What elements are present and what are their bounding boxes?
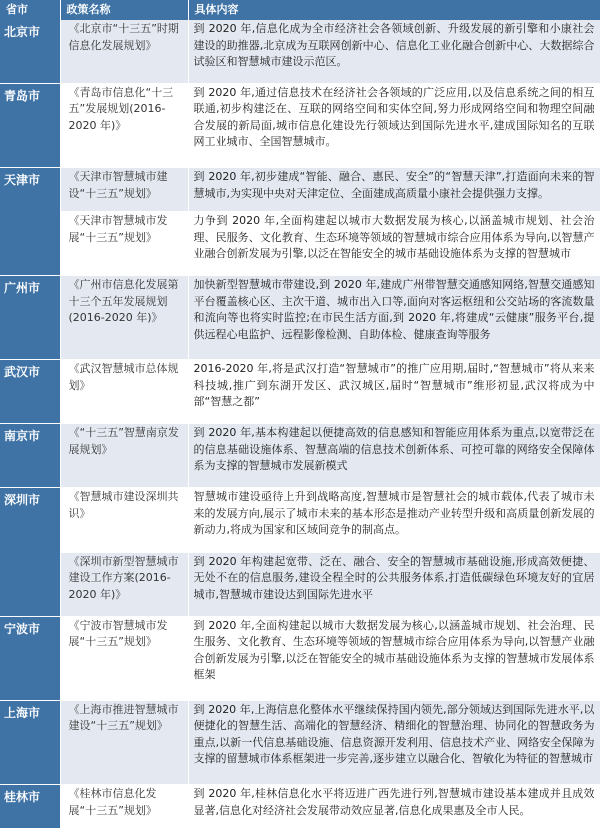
table-body [0, 20, 600, 829]
policy-name-cell: 《天津市智慧城市发展“十三五”规划》 [60, 212, 188, 276]
policy-content-cell: 2016-2020 年,将是武汉打造“智慧城市”的推广应用期,届时,“智慧城市”将从来来科技城,推广到东湖开发区、武汉城区,届时“智慧城市”维形初显,武汉将成为中部“智慧之都” [188, 360, 600, 424]
header-content: 具体内容 [188, 0, 600, 20]
policy-name-cell: 《智慧城市建设深圳共识》 [60, 488, 188, 552]
table-row [0, 276, 600, 360]
table-row [0, 700, 600, 784]
city-cell: 北京市 [0, 20, 60, 83]
policy-content-cell: 到 2020 年,基本构建起以便捷高效的信息感知和智能应用体系为重点,以宽带泛在的信息基础设施体系、智慧高端的信息技术创新体系、可控可靠的网络安全保障体系为支撑的智慧城市发展新模式 [188, 424, 600, 488]
city-cell: 天津市 [0, 168, 60, 276]
policy-content-cell: 到 2020 年,初步建成“智能、融合、惠民、安全”的“智慧天津”,打造面向未来的智慧城市,为实现中央对天津定位、全面建成高质量小康社会提供强力支撑。 [188, 168, 600, 212]
header-city: 省市 [0, 0, 60, 20]
table-row [0, 168, 600, 212]
table-row [0, 616, 600, 700]
policy-content-cell: 到 2020 年,全面构建起以城市大数据发展为核心,以涵盖城市规划、社会治理、民生服务、文化教育、生态环境等领域的智慧城市综合应用体系为导向,以智慧产业融合创新发展为引擎,以泛在智能安全的城市基础设施体系为支撑的智慧城市发展体系框架 [188, 616, 600, 700]
city-cell: 上海市 [0, 700, 60, 784]
policy-content-cell: 到 2020 年,桂林信息化水平将迈进广西先进行列,智慧城市建设基本建成并且成效显著,信息化对经济社会发展带动效应显著,信息化成果惠及全市人民。 [188, 785, 600, 829]
city-cell: 深圳市 [0, 488, 60, 616]
table-row [0, 360, 600, 424]
city-cell: 武汉市 [0, 360, 60, 424]
table-row [0, 785, 600, 829]
policy-name-cell: 《青岛市信息化“十三五”发展规划(2016-2020 年)》 [60, 83, 188, 167]
policy-name-cell: 《天津市智慧城市建设“十三五”规划》 [60, 168, 188, 212]
table-row [0, 83, 600, 167]
header-policy: 政策名称 [60, 0, 188, 20]
policy-name-cell: 《宁波市智慧城市发展“十三五”规划》 [60, 616, 188, 700]
table-row [0, 552, 600, 616]
table-row [0, 212, 600, 276]
policy-content-cell: 到 2020 年,通过信息技术在经济社会各领域的广泛应用,以及信息系统之间的相互联通,初步构建泛在、互联的网络空间和实体空间,努力形成网络空间和物理空间融合发展的新局面,城市信息化建设先行领域达到国际先进水平,建成国际知名的互联网工业城市、全国智慧城市。 [188, 83, 600, 167]
policy-name-cell: 《深圳市新型智慧城市建设工作方案(2016-2020 年)》 [60, 552, 188, 616]
policy-name-cell: 《“十三五”智慧南京发展规划》 [60, 424, 188, 488]
policy-content-cell: 到 2020 年,上海信息化整体水平继续保持国内领先,部分领域达到国际先进水平,以便捷化的智慧生活、高端化的智慧经济、精细化的智慧治理、协同化的智慧政务为重点,以新一代信息基础设施、信息资源开发利用、信息技术产业、网络安全保障为支撑的留慧城市体系框架进一步完善,逐步建立以融合化、智敏化为特征的智慧城市 [188, 700, 600, 784]
policy-content-cell: 智慧城市建设亟待上升到战略高度,智慧城市是智慧社会的城市载体,代表了城市未来的发展方向,展示了城市未来的基本形态是推动产业转型升级和高质量创新发展的新动力,将成为国家和区域间竞争的制高点。 [188, 488, 600, 552]
policy-name-cell: 《广州市信息化发展第十三个五年发展规划(2016-2020 年)》 [60, 276, 188, 360]
policy-content-cell: 加快新型智慧城市带建设,到 2020 年,建成广州带智慧交通感知网络,智慧交通感知平台覆盖核心区、主次干道、城市出入口等,面向对客运枢纽和公交站场的客流数量和流向等也将实时监控;在市民生活方面,到 2020 年,将建成“云健康”服务平台,提供远程心电监护、远程影像检测、自助体检、健康查询等服务 [188, 276, 600, 360]
policy-name-cell: 《武汉智慧城市总体规划》 [60, 360, 188, 424]
table-row [0, 488, 600, 552]
table-row [0, 20, 600, 83]
table-header-row [0, 0, 600, 20]
table-row [0, 424, 600, 488]
policy-name-cell: 《桂林市信息化发展“十三五”规划》 [60, 785, 188, 829]
city-cell: 南京市 [0, 424, 60, 488]
city-cell: 桂林市 [0, 785, 60, 829]
policy-content-cell: 力争到 2020 年,全面构建起以城市大数据发展为核心,以涵盖城市规划、社会治理、民服务、文化教育、生态环境等领域的智慧城市综合应用体系为导向,以智慧产业融合创新发展为引擎,以泛在智能安全的城市基础设施体系为支撑的智慧城市 [188, 212, 600, 276]
policy-name-cell: 《上海市推进智慧城市建设“十三五”规划》 [60, 700, 188, 784]
policy-content-cell: 到 2020 年构建起宽带、泛在、融合、安全的智慧城市基础设施,形成高效便捷、无处不在的信息服务,建设全程全时的公共服务体系,打造低碳绿色环境友好的宜居城市,智慧城市建设达到国际先进水平 [188, 552, 600, 616]
policy-name-cell: 《北京市“十三五”时期信息化发展规划》 [60, 20, 188, 83]
city-cell: 宁波市 [0, 616, 60, 700]
city-cell: 广州市 [0, 276, 60, 360]
policy-content-cell: 到 2020 年,信息化成为全市经济社会各领域创新、升级发展的新引擎和小康社会建设的助推器,北京成为互联网创新中心、信息化工业化融合创新中心、大数据综合试验区和智慧城市建设示范区。 [188, 20, 600, 83]
city-cell: 青岛市 [0, 83, 60, 167]
